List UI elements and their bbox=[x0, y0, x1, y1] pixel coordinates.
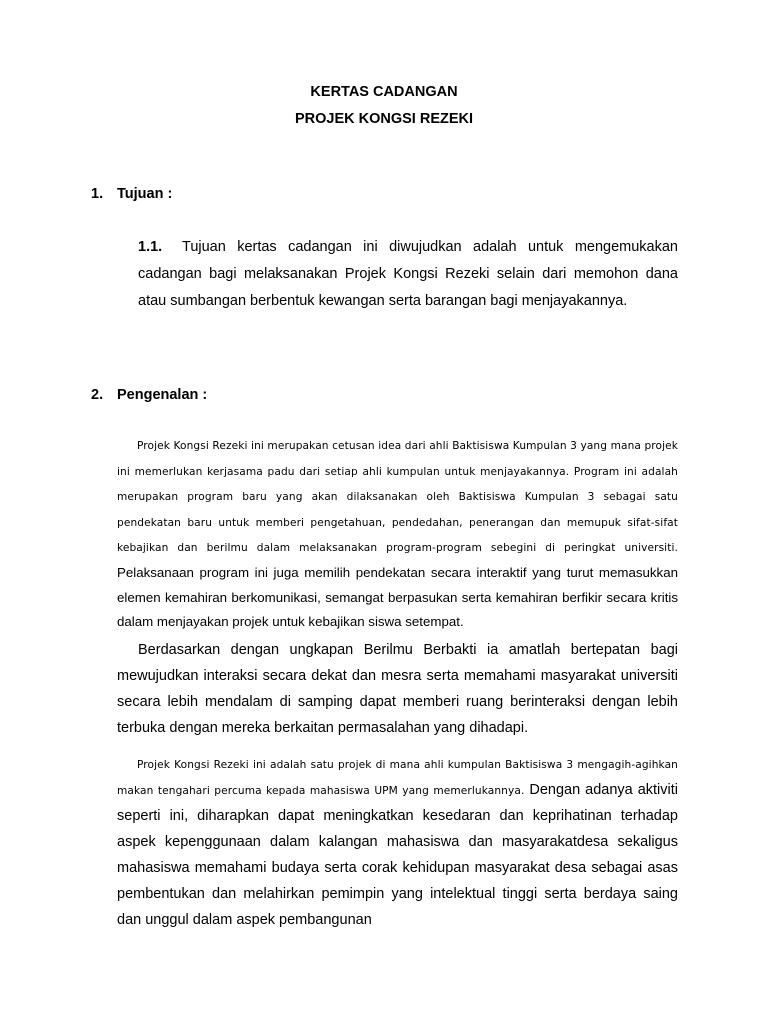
section-2-title: Pengenalan : bbox=[117, 387, 208, 403]
section-1-title: Tujuan : bbox=[117, 186, 173, 202]
section-2-paragraph-2 bbox=[117, 637, 678, 741]
document-title-line-1: KERTAS CADANGAN bbox=[310, 84, 458, 100]
section-1-heading bbox=[91, 186, 172, 202]
section-2-paragraph-3 bbox=[117, 751, 678, 933]
section-2-number: 2. bbox=[91, 387, 104, 403]
paragraph-1-small-text: Projek Kongsi Rezeki ini merupakan cetusan idea dari ahli Baktisiswa Kumpulan 3 yang mana projek ini memerlukan kerjasama padu dari setiap ahli kumpulan untuk menjayakannya. Program ini adalah merupakan program baru yang akan dilaksanakan oleh Baktisiswa Kumpulan 3 sebagai satu pendekatan baru untuk memberi pengetahuan, pendedahan, penerangan dan memupuk sifat-sifat kebajikan dan berilmu dalam melaksanakan program-program sebegini di peringkat universiti. bbox=[117, 440, 678, 555]
section-2-heading bbox=[91, 387, 207, 403]
section-1-1-text: Tujuan kertas cadangan ini diwujudkan adalah untuk mengemukakan cadangan bagi melaksanakan Projek Kongsi Rezeki selain dari memohon dana atau sumbangan berbentuk kewangan serta barangan bagi menjayakannya. bbox=[138, 239, 678, 309]
section-1-1-number: 1.1. bbox=[138, 239, 163, 255]
section-1-number: 1. bbox=[91, 186, 104, 202]
paragraph-1-normal-text: Pelaksanaan program ini juga memilih pendekatan secara interaktif yang turut memasukkan elemen kemahiran berkomunikasi, semangat berpasukan serta kemahiran berfikir secara kritis dalam menjayakan projek untuk kebajikan siswa setempat. bbox=[117, 564, 678, 630]
document-title-line-2: PROJEK KONGSI REZEKI bbox=[294, 111, 474, 127]
paragraph-3-small-text: Projek Kongsi Rezeki ini adalah satu projek di mana ahli kumpulan Baktisiswa 3 mengagih-agihkan makan tengahari percuma kepada mahasiswa UPM yang memerlukannya. bbox=[117, 759, 678, 797]
section-1-1-paragraph bbox=[138, 234, 678, 315]
paragraph-3-normal-text: Dengan adanya aktiviti seperti ini, diharapkan dapat meningkatkan kesedaran dan keprihatinan terhadap aspek kepenggunaan dalam kalangan mahasiswa dan masyarakatdesa sekaligus mahasiswa memahami budaya serta corak kehidupan masyarakat desa sebagai asas pembentukan dan melahirkan pemimpin yang intelektual tinggi serta berdaya saing dan unggul dalam aspek pembangunan bbox=[117, 782, 678, 928]
paragraph-2-text: Berdasarkan dengan ungkapan Berilmu Berbakti ia amatlah bertepatan bagi mewujudkan interaksi secara dekat dan mesra serta memahami masyarakat universiti secara lebih mendalam di samping dapat memberi ruang berinteraksi dengan lebih terbuka dengan mereka berkaitan permasalahan yang dihadapi. bbox=[117, 642, 678, 736]
section-2-paragraph-1 bbox=[117, 433, 678, 635]
